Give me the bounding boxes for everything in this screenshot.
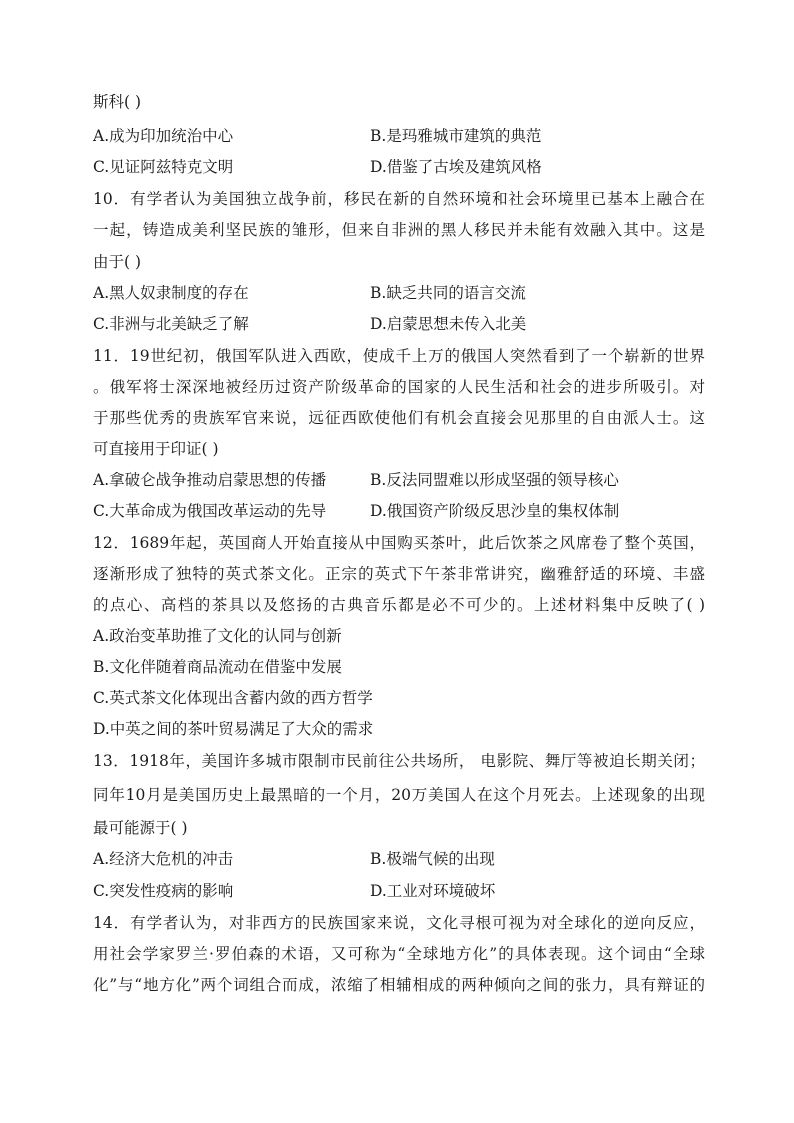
q10-option-a: A.黑人奴隶制度的存在: [93, 284, 249, 302]
q9-tail: 斯科( ): [93, 93, 142, 111]
q12-option-b: B.文化伴随着商品流动在借鉴中发展: [93, 658, 342, 676]
q9-option-d: D.借鉴了古埃及建筑风格: [370, 158, 542, 176]
q12-option-c: C.英式茶文化体现出含蓄内敛的西方哲学: [93, 689, 373, 707]
q11-line-3: 于那些优秀的贵族军官来说，远征西欧使他们有机会直接会见那里的自由派人士。这: [93, 409, 705, 427]
q10-option-c: C.非洲与北美缺乏了解: [93, 315, 249, 333]
q11-line-2: 。俄军将士深深地被经历过资产阶级革命的国家的人民生活和社会的进步所吸引。对: [93, 378, 705, 396]
q12-option-a: A.政治变革助推了文化的认同与创新: [93, 627, 342, 645]
q10-line-1: 10．有学者认为美国独立战争前，移民在新的自然环境和社会环境里已基本上融合在: [93, 190, 705, 208]
q10-option-b: B.缺乏共同的语言交流: [370, 284, 526, 302]
q14-line-1: 14．有学者认为，对非西方的民族国家来说，文化寻根可视为对全球化的逆向反应，: [93, 914, 705, 932]
q10-line-3: 由于( ): [93, 253, 142, 271]
q13-line-1: 13．1918年，美国许多城市限制市民前往公共场所， 电影院、舞厅等被迫长期关闭；: [93, 752, 705, 770]
q13-option-d: D.工业对环境破坏: [370, 882, 496, 900]
q11-line-4: 可直接用于印证( ): [93, 440, 219, 458]
q9-option-b: B.是玛雅城市建筑的典范: [370, 127, 542, 145]
q13-line-2: 同年10月是美国历史上最黑暗的一个月，20万美国人在这个月死去。上述现象的出现: [93, 786, 705, 804]
q13-option-a: A.经济大危机的冲击: [93, 850, 234, 868]
q14-line-2: 用社会学家罗兰·罗伯森的术语，又可称为“全球地方化”的具体表现。这个词由“全球: [93, 945, 705, 963]
q14-line-3: 化”与“地方化”两个词组合而成，浓缩了相辅相成的两种倾向之间的张力，具有辩证的: [93, 976, 705, 994]
q11-option-d: D.俄国资产阶级反思沙皇的集权体制: [370, 502, 620, 520]
q13-option-c: C.突发性疫病的影响: [93, 882, 234, 900]
q13-line-3: 最可能源于( ): [93, 819, 188, 837]
q11-option-a: A.拿破仑战争推动启蒙思想的传播: [93, 471, 327, 489]
q11-option-c: C.大革命成为俄国改革运动的先导: [93, 502, 327, 520]
q9-option-a: A.成为印加统治中心: [93, 127, 234, 145]
q12-line-1: 12．1689年起，英国商人开始直接从中国购买茶叶，此后饮茶之风席卷了整个英国，: [93, 534, 705, 552]
q9-option-c: C.见证阿兹特克文明: [93, 158, 234, 176]
q12-option-d: D.中英之间的茶叶贸易满足了大众的需求: [93, 720, 374, 738]
q10-line-2: 一起，铸造成美利坚民族的雏形，但来自非洲的黑人移民并未能有效融入其中。这是: [93, 221, 705, 239]
q11-line-1: 11．19世纪初，俄国军队进入西欧，使成千上万的俄国人突然看到了一个崭新的世界: [93, 347, 705, 365]
q11-option-b: B.反法同盟难以形成坚强的领导核心: [370, 471, 619, 489]
q13-option-b: B.极端气候的出现: [370, 850, 495, 868]
q12-line-3: 的点心、高档的茶具以及悠扬的古典音乐都是必不可少的。上述材料集中反映了( ): [93, 596, 705, 614]
q12-line-2: 逐渐形成了独特的英式茶文化。正宗的英式下午茶非常讲究，幽雅舒适的环境、丰盛: [93, 565, 705, 583]
q10-option-d: D.启蒙思想未传入北美: [370, 315, 527, 333]
